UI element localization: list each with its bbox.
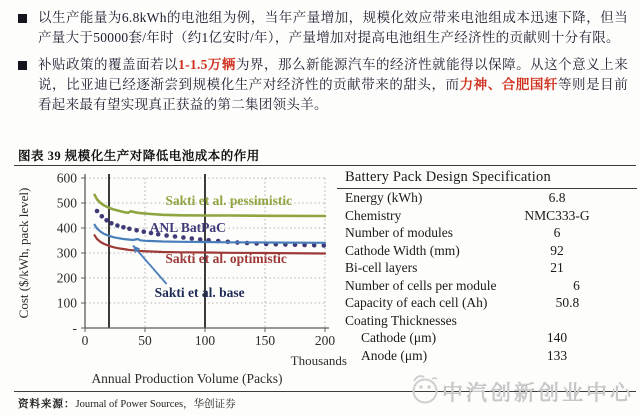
spec-table-row [337, 294, 637, 312]
spec-table-title: Battery Pack Design Specification [337, 168, 637, 189]
source-line [18, 396, 236, 411]
series-label: Sakti et al. optimistic [165, 251, 287, 266]
spec-row-value: 92 [550, 242, 564, 258]
svg-text:200: 200 [314, 333, 336, 348]
y-axis-title: Cost ($/kWh, pack level) [16, 187, 31, 319]
spec-row-label: Anode (μm) [361, 347, 428, 363]
svg-text:150: 150 [254, 333, 276, 348]
spec-table-row [337, 242, 637, 260]
spec-row-label: Energy (kWh) [345, 190, 423, 205]
spec-table-body [337, 189, 637, 364]
spec-row-value: 133 [546, 347, 568, 363]
svg-text:0: 0 [81, 333, 89, 348]
spec-row-label: Coating Thicknesses [345, 312, 457, 328]
bullet-list [16, 8, 628, 122]
spec-row-value: 140 [546, 330, 568, 345]
spec-row-label: Chemistry [345, 207, 402, 223]
spec-row-label: Cathode (μm) [361, 330, 437, 345]
spec-row-label: Capacity of each cell (Ah) [345, 295, 488, 310]
watermark-text: 中汽创新创业中心 [442, 381, 634, 405]
spec-row-value: 21 [550, 260, 564, 275]
source-label: 资料来源： [18, 399, 76, 410]
spec-row-value: NMC333-G [524, 207, 590, 223]
spec-row-label: Number of modules [345, 225, 453, 240]
spec-row-value: 6.8 [548, 190, 566, 205]
spec-table-row [337, 259, 637, 277]
spec-row-value: 6 [553, 225, 561, 240]
spec-table-row [337, 224, 637, 242]
spec-table-row [337, 189, 637, 207]
svg-text:-: - [72, 320, 77, 336]
cost-chart [15, 168, 350, 390]
figure-title: 图表 39 规模化生产对降低电池成本的作用 [18, 149, 260, 163]
svg-text:300: 300 [56, 245, 77, 261]
bullet-square-icon [18, 61, 27, 70]
bullet-text: 补贴政策的覆盖面若以1-1.5万辆为界，那么新能源汽车的经济性就能得以保障。从这个意义上来说，比亚迪已经逐渐尝到规模化生产对经济性的贡献带来的甜头，而力神、合肥国轩等则是目前看起来最有望实现真正获益的第二集团领头羊。 [38, 57, 628, 112]
bullet-item [16, 55, 628, 115]
x-axis-title: Annual Production Volume (Packs) [91, 371, 283, 386]
svg-text:600: 600 [56, 170, 77, 186]
spec-row-label: Cathode Width (mm) [345, 242, 460, 258]
svg-text:100: 100 [194, 333, 216, 348]
battery-spec-table [337, 168, 637, 364]
spec-table-row [337, 277, 637, 295]
series-label: ANL BatPaC [149, 220, 226, 235]
spec-table-row [337, 207, 637, 225]
watermark [408, 371, 634, 412]
svg-text:400: 400 [56, 220, 77, 236]
mascot-face-icon [408, 371, 442, 412]
spec-row-value: 6 [573, 277, 580, 293]
bullet-square-icon [18, 14, 27, 23]
figure-top-rule [14, 165, 636, 166]
svg-text:500: 500 [56, 195, 77, 211]
svg-text:200: 200 [56, 270, 77, 286]
spec-row-label: Bi-cell layers [345, 260, 418, 275]
spec-row-value [477, 312, 637, 330]
svg-text:50: 50 [138, 333, 152, 348]
cost-chart-container [15, 168, 350, 390]
bullet-item [16, 8, 628, 48]
spec-table-row [337, 312, 637, 330]
spec-row-label: Number of cells per module [345, 277, 497, 293]
source-text: Journal of Power Sources，华创证券 [75, 399, 236, 410]
bullet-text: 以生产能量为6.8kWh的电池组为例，当年产量增加，规模化效应带来电池组成本迅速下降，但当产量大于50000套/年时（约1亿安时/年），产量增加对提高电池组生产经济性的贡献则十分有限。 [38, 10, 628, 45]
series-label: Sakti et al. base [154, 285, 245, 300]
spec-table-row [337, 329, 637, 347]
spec-table-row [337, 347, 637, 365]
series-label: Sakti et al. pessimistic [165, 193, 293, 208]
x-axis-unit-label: Thousands [290, 353, 347, 368]
spec-row-value: 50.8 [555, 295, 580, 310]
svg-text:100: 100 [56, 295, 77, 311]
